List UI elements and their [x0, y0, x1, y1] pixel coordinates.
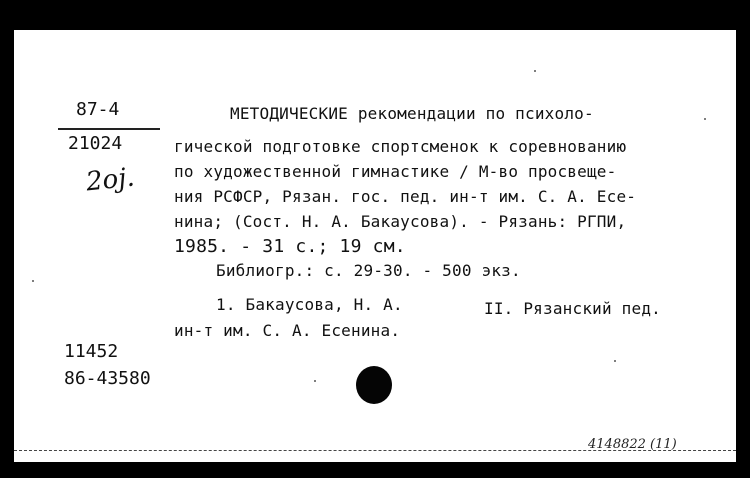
shelf-mark-divider	[58, 128, 160, 130]
speck	[32, 280, 34, 282]
bibliography-line: Библиогр.: с. 29-30. - 500 экз.	[216, 261, 521, 280]
speck	[314, 380, 316, 382]
tracing-institution: II. Рязанский пед.	[484, 299, 661, 318]
shelf-mark-top: 87-4	[76, 99, 120, 120]
speck	[534, 70, 536, 72]
card-number: 11452	[64, 341, 119, 362]
description-line-2: гической подготовке спортсменок к соревнованию	[174, 137, 627, 156]
tracing-author: 1. Бакаусова, Н. А.	[216, 295, 403, 314]
catalog-card	[14, 30, 736, 462]
description-line-5: нина; (Сост. Н. А. Бакаусова). - Рязань: РГПИ,	[174, 212, 627, 231]
registration-number: 86-43580	[64, 368, 151, 389]
description-line-6: 1985. - 31 с.; 19 см.	[174, 236, 406, 257]
description-line-1: МЕТОДИЧЕСКИЕ рекомендации по психоло-	[230, 104, 594, 123]
speck	[614, 360, 616, 362]
speck	[704, 118, 706, 120]
punch-hole	[356, 366, 392, 404]
handwritten-mark: 2ој.	[84, 162, 136, 198]
description-line-3: по художественной гимнастике / М-во просвеще-	[174, 162, 617, 181]
tracing-institution-cont: ин-т им. С. А. Есенина.	[174, 321, 401, 340]
description-line-4: ния РСФСР, Рязан. гос. пед. ин-т им. С. А. Есе-	[174, 187, 637, 206]
handwritten-stamp: 4148822 (11)	[588, 437, 677, 452]
shelf-mark-bottom: 21024	[68, 133, 123, 154]
